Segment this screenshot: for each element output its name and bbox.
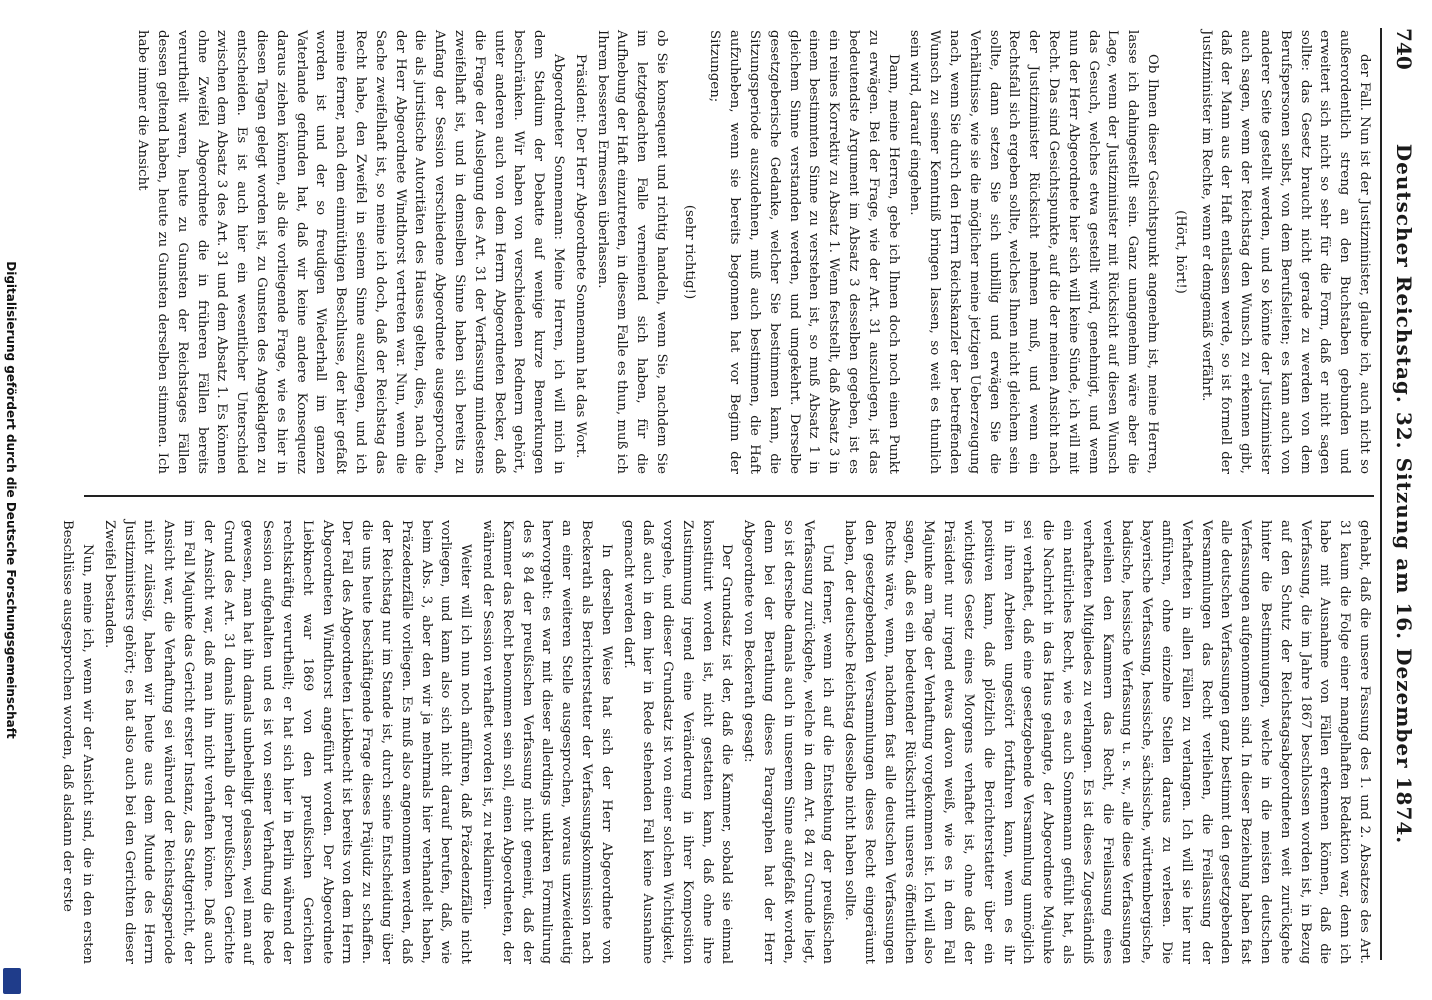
digitization-note: Digitalisierung gefördert durch die Deutsche Forschungsgemeinschaft bbox=[4, 261, 18, 739]
left-column bbox=[84, 30, 1374, 474]
quotation: Der Grundsatz ist der, daß die Kammer, sobald sie einmal konstituirt worden ist, nicht gestatten kann, daß ohne ihre Zustimmung irgend eine Veränderung in ihrer Komposition vorgehe, und dieser Grundsatz ist von einer solchen Wichtigkeit, daß auch in dem hier in Rede stehenden Fall keine Ausnahme gemacht werden darf. bbox=[620, 520, 735, 964]
right-column bbox=[60, 520, 1374, 964]
paragraph: Präsident: Der Herr Abgeordnete Sonnemann hat das Wort. bbox=[572, 54, 588, 459]
column-rule bbox=[84, 495, 1374, 497]
page-header bbox=[1384, 28, 1418, 960]
paragraph: ob Sie konsequent und richtig handeln, wenn Sie, nachdem Sie im letztgedachten Falle verneinend sich haben, für die Aufhebung der Haft einzutreten, in diesem Falle es thun, muß ich Ihrem besseren Ermessen überlassen. bbox=[594, 30, 669, 474]
paragraph: Weiter will ich nun noch anführen, daß Präzedenzfälle nicht vorliegen, und kann also sich nicht darauf berufen, daß, wie beim Abs. 3, aber den wir ja mehrmals hier verhandelt haben, Präzedenzfälle vorliegen. Es muß also angenommen werden, daß der Reichstag nur im Stande ist, durch seine Entscheidung über die uns heute beschäftigende Frage dieses Präjudiz zu schaffen. Der Fall des Abgeordneten Liebknecht ist bereits von dem Herrn Abgeordneten Windthorst angeführt worden. Der Abgeordnete Liebknecht war 1869 von den preußischen Gerichten rechtskräftig verurtheilt; er hat sich hier in Berlin während der Session aufgehalten und es ist von seiner Verhaftung die Rede gewesen, man hat ihn damals unbehelligt gelassen, weil man auf Grund des Art. 31 damals innerhalb der preußischen Gerichte der Ansicht war, daß man ihn nicht verhaften könne. Daß auch im Fall Majunke das Gericht erster Instanz, das Stadtgericht, der Ansicht war, die Verhaftung sei während der Reichstagsperiode nicht zulässig, haben wir heute aus dem Munde des Herrn Justizministers gehört; es hat also auch bei den Gerichten dieser Zweifel bestanden. bbox=[101, 520, 474, 964]
paragraph: Und ferner, wenn ich auf die Entstehung der preußischen Verfassung zurückgehe, welche in dem Art. 84 zu Grunde liegt, so ist derselbe damals auch in unserem Sinne aufgefaßt worden, denn bei der Berathung dieses Paragraphen hat der Herr Abgeordnete von Beckerath gesagt: bbox=[741, 520, 836, 964]
dfg-logo-icon bbox=[3, 968, 21, 994]
interjection: (Hört, hört!) bbox=[1172, 210, 1188, 294]
paragraph: der Fall. Nun ist der Justizminister, glaube ich, auch nicht so außerordentlich streng an den Buchstaben gebunden und erweitert sich nicht so sehr für die Form, daß er nicht sagen sollte: das Gesetz braucht nicht gerade zu werden von dem Berufspersonen selbst, von dem Berufsleiten; es kann auch von anderer Seite gestellt werden, und so könnte der Justizminister auch sagen, wenn der Reichstag den Wunsch zu erkennen gibt, daß der Mann aus der Haft entlassen werde, so ist formell der Justizminister im Rechte, wenn er demgemäß verfährt. bbox=[1198, 30, 1372, 474]
header-rule bbox=[1380, 28, 1382, 960]
paragraph: gehabt, daß die unsere Fassung des 1. und 2. Absatzes des Art. 31 kaum die Folge einer mangelhaften Redaktion war, denn ich habe mit Ausnahme von Fällen erkennen können, daß die Verfassung, die im Jahre 1867 beschlossen worden ist, in Bezug auf den Schutz der Reichstagsabgeordneten weit zurückgehe hinter die Bestimmungen, welche in die meisten deutschen Verfassungen aufgenommen sind. In dieser Beziehung haben fast alle deutschen Verfassungen ganz bestimmt den gesetzgebenden Versammlungen das Recht verliehen, die Freilassung der Verhafteten in allen Fällen zu verlangen. Ich will sie hier nur anführen, ohne einzelne Stellen daraus zu verlesen. Die bayerische Verfassung, hessische, sächsische, württembergische, badische, hessische Verfassung u. s. w., alle diese Verfassungen verleihen den Kammern das Recht, die Freilassung eines verhafteten Mitgliedes zu verlangen. Es ist dieses Zugeständniß ein natürliches Recht, wie es auch Sonnemann gefühlt hat, als die Nachricht in das Haus gelangte, der Abgeordnete Majunke sei verhaftet, daß eine gesetzgebende Versammlung unmöglich in ihren Arbeiten ungestört fortfahren kann, wenn es ihr positiven kann, daß plötzlich die Berichterstatter über ein wichtiges Gesetz eines Morgens verhaftet ist, ohne daß der Präsident nur irgend etwas davon weiß, wie es in dem Fall Majunke am Tage der Verhaftung vorgekommen ist. Ich will also sagen, daß es ein bedeutender Rückschritt unseres öffentlichen Rechts wäre, wenn, nachdem fast alle deutschen Verfassungen den gesetzgebenden Versammlungen dieses Recht eingeräumt haben, der deutsche Reichstag desselbe nicht haben sollte. bbox=[842, 520, 1372, 964]
paragraph: In derselben Weise hat sich der Herr Abgeordnete von Beckerath als Berichterstatter der Verfassungskommission nach an einer weiteren Stelle ausgesprochen, woraus unzweideutig hervorgeht: es war mit dieser allerdings unklaren Formulirung des § 84 der preußischen Verfassung nicht gemeint, daß der Kammer das Recht benommen sein soll, einen Abgeordneten, der während der Session verhaftet worden ist, zu reklamiren. bbox=[479, 520, 614, 964]
digitization-sidebar bbox=[0, 0, 26, 1000]
paragraph: Ob Ihnen dieser Gesichtspunkt angenehm ist, meine Herren, lasse ich dahingestellt sein. Ganz unangenehm wäre aber die Lage, wenn der Justizminister mit Rücksicht auf diesen Wunsch das Gesuch, welches etwa gestellt wird, genehmigt, und wenn nun der Herr Abgeordnete hier sich will keine Sünde, ich will mit Recht. Das sind Gesichtspunkte, auf die der meinen Ansicht nach der Justizminister Rücksicht nehmen muß, und wenn ein Rechtsfall sich ergeben sollte, welches Ihnen nicht gleichem sein sollte, dann setzen Sie sich unbillig und erwägen Sie die Verhältnisse, wie sie die möglicher meine jetzigen Ueberzeugung nach, wenn Sie durch den Herrn Reichskanzler der betreffenden Wunsch zu seiner Kenntniß bringen lassen, so weit es thunlich sein wird, darauf eingehen. bbox=[907, 30, 1161, 474]
paragraph: Dann, meine Herren, gebe ich Ihnen doch noch einen Punkt zu erwägen. Bei der Frage, wie der Art. 31 auszulegen, ist das bedeutendste Argument im Absatz 3 desselben gegeben, ist es ein reines Korrektiv zu Absatz 1. Wenn feststellt, daß Absatz 3 in einem bestimmten Sinne zu verstehen ist, so muß Absatz 1 in gleichem Sinne verstanden werden, und umgekehrt. Derselbe gesetzgeberische Gedanke, welcher Sie bestimmen kann, die Sitzungsperiode auszudehnen, muß auch bestimmen, die Haft aufzuheben, wenn sie bereits begonnen hat vor Beginn der Sitzungen; bbox=[707, 30, 901, 474]
page-number: 740 bbox=[1392, 28, 1416, 70]
paragraph: Abgeordneter Sonnemann: Meine Herren, ich will mich in dem Stadium der Debatte auf wenige kurze Bemerkungen beschränken. Wir haben von verschiedenen Rednern gehört, unter anderen auch von dem Herrn Abgeordneten Becker, daß die Frage der Auslegung des Art. 31 der Verfassung mindestens zweifelhaft ist, und in demselben Sinne haben sich bereits zu Anfang der Session verschiedene Abgeordnete ausgesprochen, die als juristische Autoritäten des Hauses gelten, dies, nach die der Herr Abgeordnete Windthorst vertreten war. Nun, wenn die Sache zweifelhaft ist, so meine ich doch, daß der Reichstag das Recht habe, den Zweifel in seinem Sinne auszulegen, und ich meine ferner, nach dem einmüthigen Beschlusse, der hier gefaßt worden ist und der so freudigen Wiederhall im ganzen Vaterlande gefunden hat, daß wir keine andere Konsequenz daraus ziehen können, als die vorliegende Frage, wie es hier in diesen Tagen gelegt worden ist, zu Gunsten des Angeklagten zu entscheiden. Es ist auch hier ein wesentlicher Unterschied zwischen dem Absatz 3 des Art. 31 und dem Absatz 1. Es können ohne Zweifel Abgeordnete die in früheren Fällen bereits verurtheilt waren, heute zu Gunsten der Reichstages Fällen dessen geltend haben, heute zu Gunsten derselben stimmen. Ich habe immer die Ansicht bbox=[135, 30, 566, 474]
interjection: (sehr richtig!) bbox=[681, 204, 697, 300]
paragraph: Nun, meine ich, wenn wir der Ansicht sind, die in den ersten Beschlüsse ausgesprochen worden, daß alsdann der erste bbox=[60, 520, 95, 964]
page-title: Deutscher Reichstag. 32. Sitzung am 16. Dezember 1874. bbox=[1392, 143, 1416, 845]
